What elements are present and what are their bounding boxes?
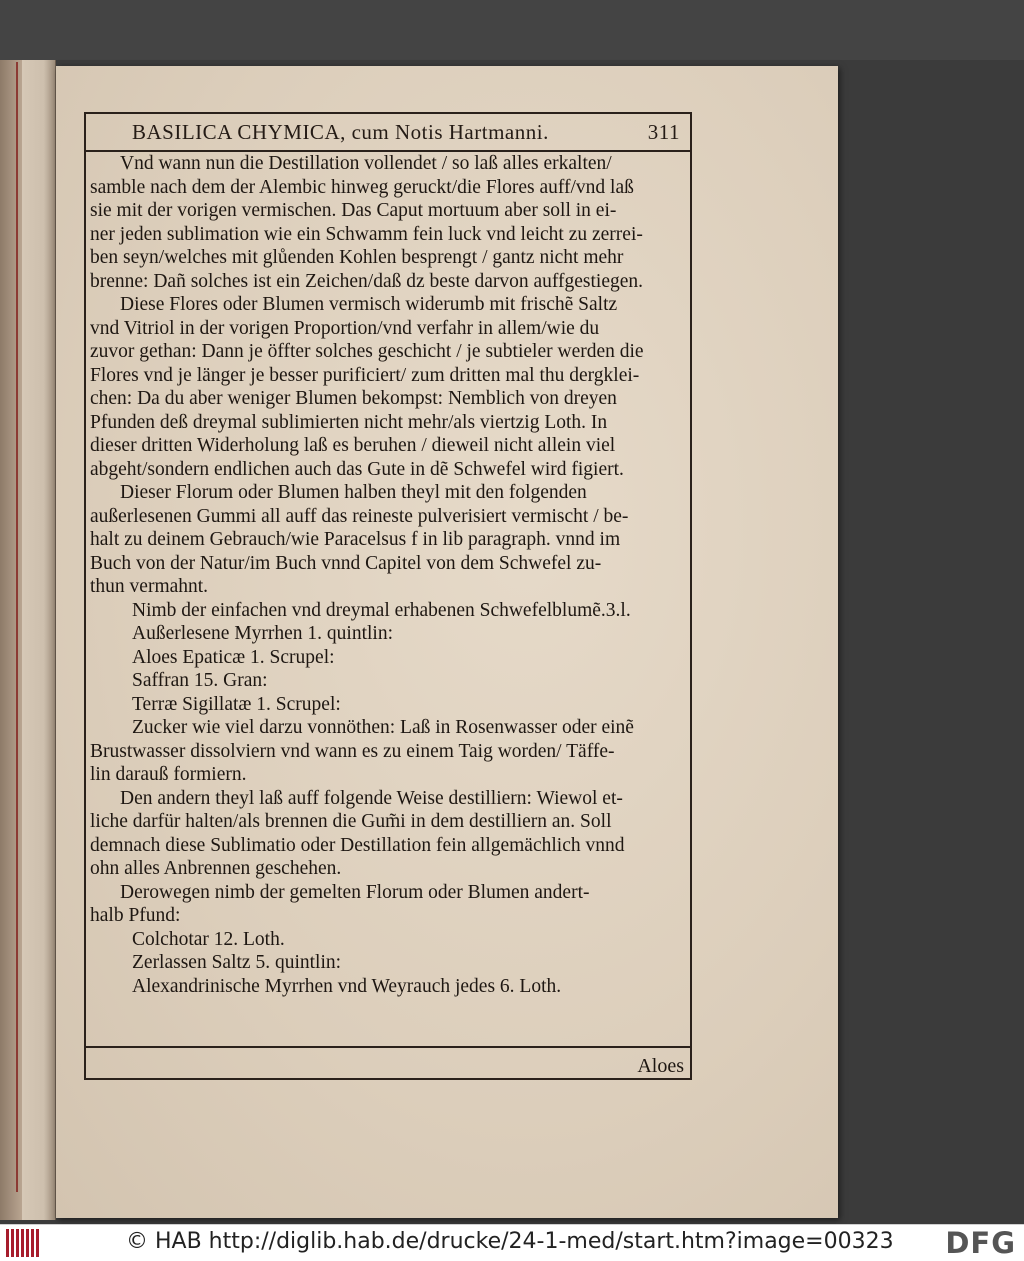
text-line: Flores vnd je länger je besser purificiert/ zum dritten mal thu dergklei- — [90, 364, 640, 386]
recipe-line: Außerlesene Myrrhen 1. quintlin: — [132, 623, 394, 644]
text-line: Vnd wann nun die Destillation vollendet / so laß alles erkalten/ — [120, 153, 612, 174]
viewer-footer — [0, 1224, 1024, 1261]
text-line: außerlesenen Gummi all auff das reineste pulverisiert vermischt / be- — [90, 505, 629, 527]
text-line: vnd Vitriol in der vorigen Proportion/vnd verfahr in allem/wie du — [90, 317, 600, 339]
dfg-logo: DFG — [945, 1226, 1016, 1260]
text-line: samble nach dem der Alembic hinweg geruckt/die Flores auff/vnd laß — [90, 176, 634, 198]
source-credit-link[interactable]: © HAB http://diglib.hab.de/drucke/24-1-med/start.htm?image=00323 — [126, 1229, 894, 1254]
recipe-line: Saffran 15. Gran: — [132, 670, 268, 691]
footer-rule — [84, 1078, 692, 1080]
page-body — [90, 152, 684, 998]
running-head — [92, 120, 684, 150]
text-line: halt zu deinem Gebrauch/wie Paracelsus f in lib paragraph. vnnd im — [90, 529, 621, 550]
catchword: Aloes — [637, 1055, 684, 1077]
bookmark-ribbon — [16, 62, 18, 1192]
recipe-line: Colchotar 12. Loth. — [132, 928, 285, 950]
text-line: Pfunden deß dreymal sublimierten nicht mehr/als viertzig Loth. In — [90, 411, 608, 433]
recipe-line: Zerlassen Saltz 5. quintlin: — [132, 952, 342, 973]
text-line: liche darfür halten/als brennen die Gum̃i in dem destilliern an. Soll — [90, 811, 612, 832]
folio-number: 311 — [647, 120, 680, 144]
previous-page-shadow — [0, 60, 22, 1220]
top-rule — [84, 112, 692, 114]
text-line: Diese Flores oder Blumen vermisch widerumb mit frischẽ Saltz — [120, 294, 618, 315]
text-line: sie mit der vorigen vermischen. Das Caput mortuum aber soll in ei- — [90, 200, 617, 221]
text-line: ohn alles Anbrennen geschehen. — [90, 858, 342, 879]
text-line: ben seyn/welches mit glůenden Kohlen besprengt / gantz nicht mehr — [90, 247, 624, 268]
text-line: Brustwasser dissolviern vnd wann es zu einem Taig worden/ Täffe- — [90, 740, 615, 762]
text-line: abgeht/sondern endlichen auch das Gute in dẽ Schwefel wird figiert. — [90, 458, 624, 480]
recipe-line: Alexandrinische Myrrhen vnd Weyrauch jedes 6. Loth. — [132, 975, 562, 997]
text-line: ner jeden sublimation wie ein Schwamm fein luck vnd leicht zu zerrei- — [90, 223, 643, 245]
text-line: Derowegen nimb der gemelten Florum oder Blumen andert- — [120, 881, 590, 903]
text-line: zuvor gethan: Dann je öffter solches geschicht / je subtieler werden die — [90, 341, 644, 362]
recipe-line: Terræ Sigillatæ 1. Scrupel: — [132, 693, 341, 715]
text-line: chen: Da du aber weniger Blumen bekompst: Nemblich von dreyen — [90, 388, 617, 409]
recipe-line: Aloes Epaticæ 1. Scrupel: — [132, 646, 335, 668]
text-line: lin darauß formiern. — [90, 764, 247, 785]
text-line: Den andern theyl laß auff folgende Weise destilliern: Wiewol et- — [120, 787, 623, 809]
recipe-line: Nimb der einfachen vnd dreymal erhabenen Schwefelblumẽ.3.l. — [132, 599, 631, 621]
text-line: demnach diese Sublimatio oder Destillation fein allgemächlich vnnd — [90, 834, 625, 856]
text-line: dieser dritten Widerholung laß es beruhen / dieweil nicht allein viel — [90, 435, 616, 456]
hab-logo-icon — [6, 1229, 42, 1257]
text-line: halb Pfund: — [90, 905, 181, 926]
bottom-rule — [84, 1046, 692, 1048]
text-line: brenne: Dañ solches ist ein Zeichen/daß dz beste darvon auffgestiegen. — [90, 270, 644, 292]
text-line: thun vermahnt. — [90, 576, 209, 597]
scan-backdrop-top — [0, 0, 1024, 60]
running-title: BASILICA CHYMICA, cum Notis Hartmanni. — [132, 120, 549, 144]
text-line: Dieser Florum oder Blumen halben theyl mit den folgenden — [120, 482, 587, 503]
recipe-line: Zucker wie viel darzu vonnöthen: Laß in Rosenwasser oder einẽ — [132, 717, 634, 738]
text-line: Buch von der Natur/im Buch vnnd Capitel von dem Schwefel zu- — [90, 552, 602, 574]
